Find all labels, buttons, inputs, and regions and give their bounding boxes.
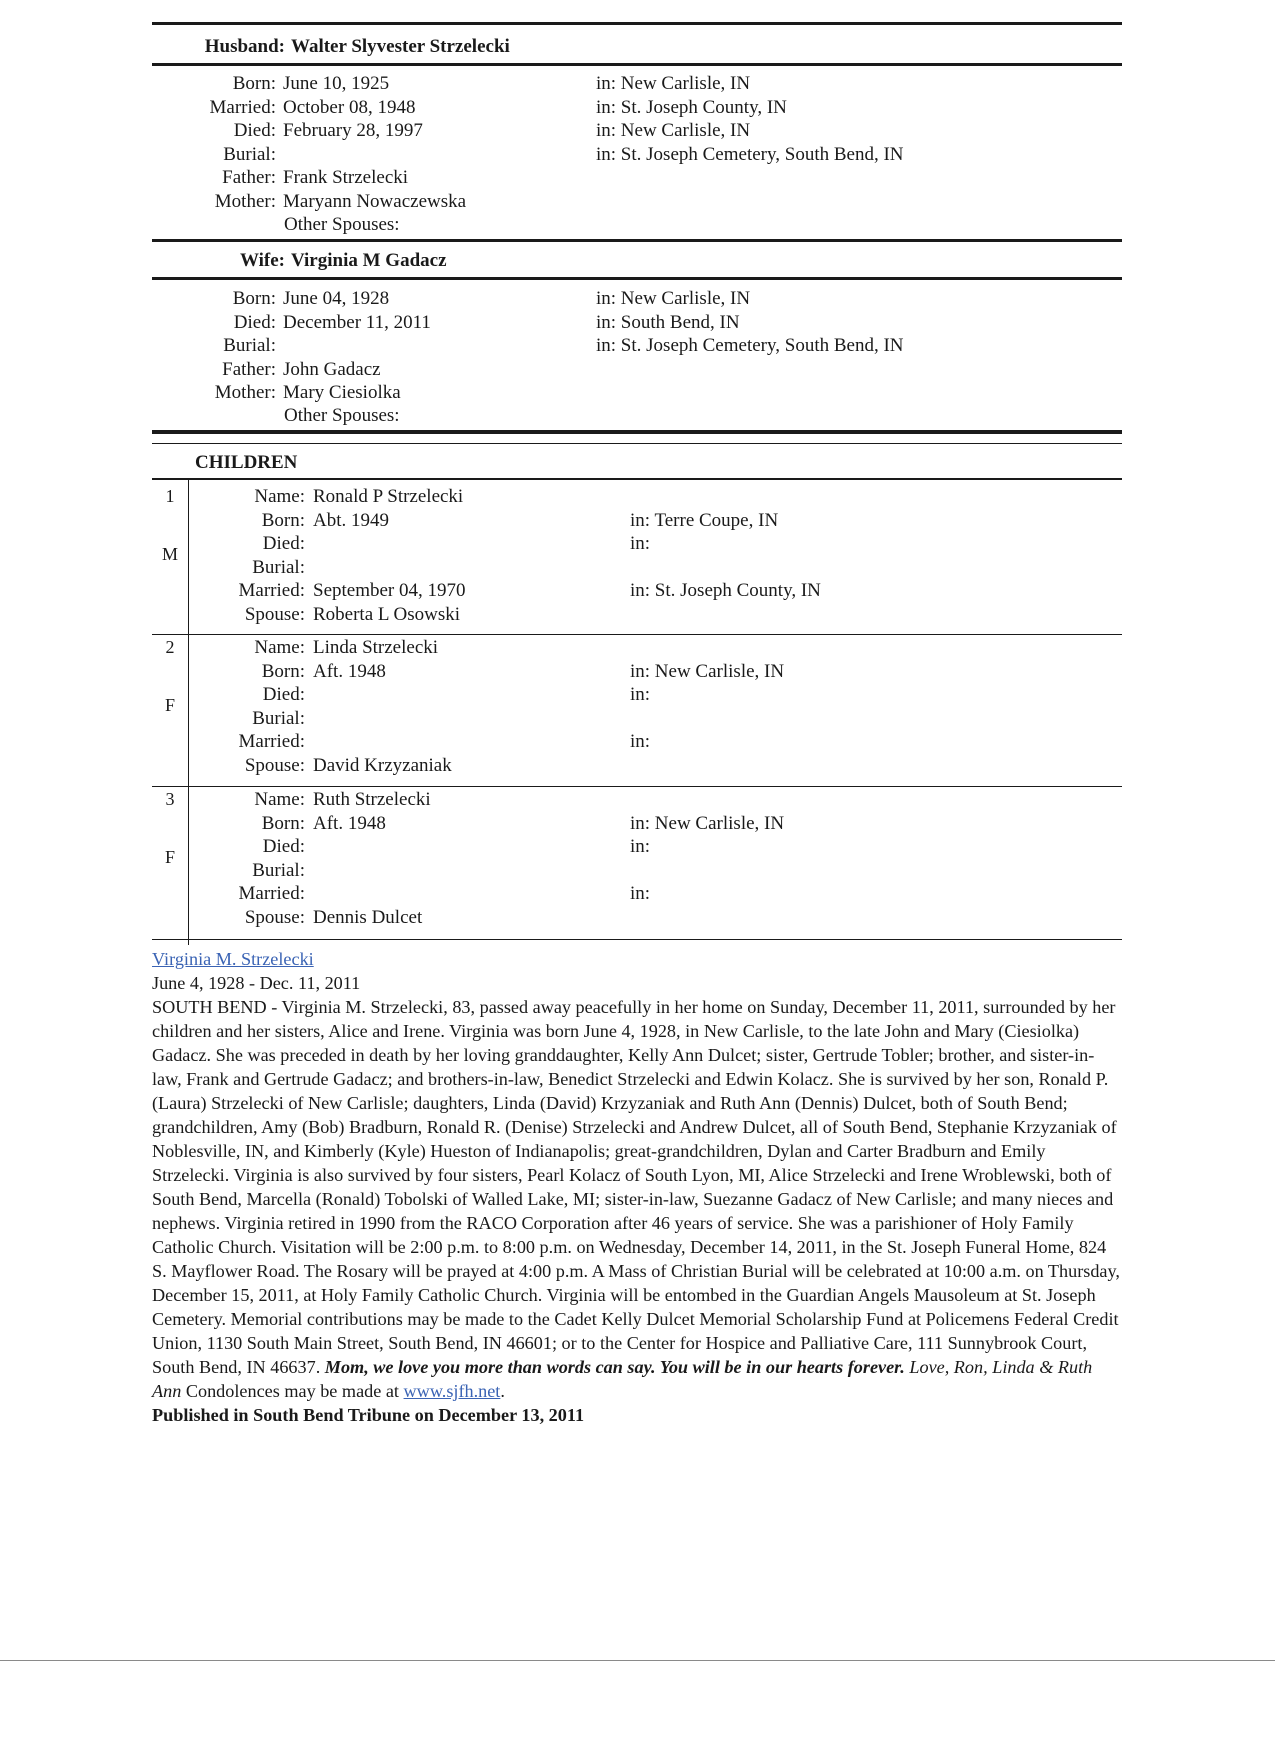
child-field-label: Died:: [262, 684, 305, 705]
husband-field-label: Born:: [232, 73, 276, 94]
husband-field-value: February 28, 1997: [283, 120, 423, 141]
child-row: [0, 683, 1275, 706]
husband-field-value: June 10, 1925: [283, 73, 390, 94]
child-row: [0, 556, 1275, 579]
child-row: [0, 754, 1275, 777]
child-field-value: September 04, 1970: [313, 580, 466, 601]
child-row: [0, 882, 1275, 905]
child-field-place: in:: [630, 684, 651, 705]
husband-row: [0, 190, 1275, 213]
husband-field-value: Frank Strzelecki: [283, 167, 409, 188]
child-field-value: Aft. 1948: [313, 660, 386, 682]
husband-other-spouses: [0, 213, 1275, 236]
husband-field-label: Burial:: [223, 143, 276, 165]
wife-other-spouses: [0, 404, 1275, 427]
condolences-text: Condolences may be made at: [185, 1381, 399, 1401]
child-field-place: in:: [630, 883, 651, 904]
child-field-label: Burial:: [252, 859, 305, 881]
wife-field-label: Burial:: [223, 335, 276, 356]
obituary-body: SOUTH BEND - Virginia M. Strzelecki, 83, passed away peacefully in her home on Sunday, December 11, 2011, surrounded by her children and her sisters, Alice and Irene. Virginia was born June 4, 1928, in New Carlisle, to the late John and Mary (Ciesiolka) Gadacz. She was preceded in death by her loving granddaughter, Kelly Ann Dulcet; sister, Gertrude Tobler; brother, and sister-in-law, Frank and Gertrude Gadacz; and brothers-in-law, Benedict Strzelecki and Edwin Kolacz. She is survived by her son, Ronald P. (Laura) Strzelecki of New Carlisle; daughters, Linda (David) Krzyzaniak and Ruth Ann (Dennis) Dulcet, both of South Bend; grandchildren, Amy (Bob) Bradburn, Ronald R. (Denise) Strzelecki and Andrew Dulcet, all of South Bend, Stephanie Krzyzaniak of Noblesville, IN, and Kimberly (Kyle) Hueston of Indianapolis; great-grandchildren, Dylan and Carter Bradburn and Emily Strzelecki. Virginia is also survived by four sisters, Pearl Kolacz of South Lyon, MI, Alice Strzelecki and Irene Wroblewski, both of South Bend, Marcella (Ronald) Tobolski of Walled Lake, MI; sister-in-law, Suezanne Gadacz of New Carlisle; and many nieces and nephews. Virginia retired in 1990 from the RACO Corporation after 46 years of service. She was a parishioner of Holy Family Catholic Church. Visitation will be 2:00 p.m. to 8:00 p.m. on Wednesday, December 14, 2011, in the St. Joseph Funeral Home, 824 S. Mayflower Road. The Rosary will be prayed at 4:00 p.m. A Mass of Christian Burial will be celebrated at 10:00 a.m. on Thursday, December 15, 2011, at Holy Family Catholic Church. Virginia will be entombed in the Guardian Angels Mausoleum at St. Joseph Cemetery. Memorial contributions may be made to the Cadet Kelly Dulcet Memorial Scholarship Fund at Policemens Federal Credit Union, 1130 South Main Street, South Bend, IN 46601; or to the Center for Hospice and Palliative Care, 111 Sunnybrook Court, South Bend, IN 46637.: [152, 997, 1120, 1377]
child-field-label: Name:: [254, 486, 305, 507]
wife-field-label: Father:: [222, 358, 276, 380]
child-field-label: Died:: [262, 836, 305, 857]
wife-field-place: in: South Bend, IN: [596, 311, 740, 333]
child-field-label: Burial:: [252, 707, 305, 729]
child-row: [0, 906, 1275, 929]
child-field-label: Born:: [261, 812, 305, 834]
child-separator-rule: [152, 939, 1122, 940]
wife-label: Wife:: [239, 250, 285, 271]
child-field-place: in: New Carlisle, IN: [630, 660, 785, 682]
wife-field-label: Mother:: [214, 382, 276, 403]
wife-rule: [152, 277, 1122, 280]
obituary-dates: June 4, 1928 - Dec. 11, 2011: [152, 973, 361, 993]
child-field-label: Married:: [238, 580, 305, 601]
husband-row: [0, 166, 1275, 189]
child-separator-rule: [152, 634, 1122, 635]
wife-name: Virginia M Gadacz: [291, 250, 447, 271]
wife-field-label: Born:: [232, 288, 276, 309]
published-line: Published in South Bend Tribune on December 13, 2011: [152, 1405, 585, 1425]
child-field-value: Aft. 1948: [313, 812, 386, 834]
husband-field-place: in: New Carlisle, IN: [596, 73, 751, 94]
child-sex: F: [164, 695, 175, 715]
child-row: [0, 660, 1275, 683]
child-row: [0, 509, 1275, 532]
child-field-place: in:: [630, 731, 651, 752]
child-field-label: Spouse:: [244, 754, 305, 776]
husband-row: [0, 119, 1275, 142]
wife-row: [0, 334, 1275, 357]
wife-other-spouses-label: Other Spouses:: [284, 405, 400, 426]
husband-row: [0, 72, 1275, 95]
husband-row: [0, 143, 1275, 166]
husband-field-value: October 08, 1948: [283, 96, 416, 118]
condolences-link[interactable]: www.sjfh.net: [403, 1381, 501, 1401]
child-field-value: Roberta L Osowski: [313, 603, 461, 625]
wife-field-label: Died:: [233, 311, 276, 333]
child-field-place: in: New Carlisle, IN: [630, 812, 785, 834]
child-field-place: in: St. Joseph County, IN: [630, 580, 821, 601]
child-row: [0, 730, 1275, 753]
child-field-label: Died:: [262, 533, 305, 554]
wife-top-rule: [152, 239, 1122, 242]
child-field-place: in: Terre Coupe, IN: [630, 509, 779, 531]
child-field-label: Married:: [238, 731, 305, 752]
wife-header: [155, 250, 447, 272]
wife-field-value: December 11, 2011: [283, 311, 431, 333]
child-sex: M: [161, 544, 178, 564]
wife-field-value: Mary Ciesiolka: [283, 382, 401, 403]
child-field-label: Spouse:: [244, 603, 305, 625]
husband-field-place: in: New Carlisle, IN: [596, 120, 751, 141]
wife-field-place: in: New Carlisle, IN: [596, 288, 751, 309]
child-field-value: Linda Strzelecki: [313, 637, 439, 658]
wife-row: [0, 311, 1275, 334]
child-number: 1: [165, 486, 175, 506]
husband-name: Walter Slyvester Strzelecki: [291, 36, 510, 57]
husband-field-place: in: St. Joseph Cemetery, South Bend, IN: [596, 143, 904, 165]
child-field-place: in:: [630, 533, 651, 554]
husband-row: [0, 96, 1275, 119]
obituary-title-link[interactable]: Virginia M. Strzelecki: [152, 949, 314, 969]
children-heading-rule: [152, 478, 1122, 480]
condolences-end: .: [500, 1381, 505, 1401]
child-field-label: Born:: [261, 660, 305, 682]
child-field-label: Name:: [254, 789, 305, 810]
husband-field-label: Married:: [209, 96, 276, 118]
child-field-value: Ruth Strzelecki: [313, 789, 431, 810]
husband-field-label: Died:: [233, 120, 276, 141]
obituary-signature: Love, Ron, Linda & Ruth Ann: [152, 1357, 1093, 1401]
child-field-label: Spouse:: [244, 906, 305, 928]
child-row: [0, 532, 1275, 555]
child-field-value: David Krzyzaniak: [313, 754, 452, 776]
child-field-label: Name:: [254, 637, 305, 658]
children-top-rule: [152, 430, 1122, 434]
child-row: [0, 859, 1275, 882]
children-heading: CHILDREN: [195, 452, 298, 473]
obituary-body-paragraph: [152, 995, 1122, 1403]
child-field-value: Ronald P Strzelecki: [313, 486, 464, 507]
wife-row: [0, 287, 1275, 310]
child-number: 2: [165, 637, 175, 657]
child-row: [0, 603, 1275, 626]
wife-row: [0, 358, 1275, 381]
child-number: 3: [165, 789, 175, 809]
wife-row: [0, 381, 1275, 404]
child-row: [0, 636, 1275, 659]
child-row: [0, 812, 1275, 835]
child-row: [0, 835, 1275, 858]
child-separator-rule: [152, 786, 1122, 787]
child-sex: F: [164, 847, 175, 867]
children-top-rule-2: [152, 443, 1122, 444]
child-field-place: in:: [630, 836, 651, 857]
husband-rule: [152, 63, 1122, 66]
wife-field-place: in: St. Joseph Cemetery, South Bend, IN: [596, 335, 904, 356]
husband-other-spouses-label: Other Spouses:: [284, 214, 400, 235]
top-rule: [152, 22, 1122, 25]
husband-field-place: in: St. Joseph County, IN: [596, 96, 787, 118]
husband-label: Husband:: [204, 36, 285, 57]
husband-header: [155, 36, 510, 58]
child-field-value: Abt. 1949: [313, 509, 389, 531]
husband-field-label: Father:: [222, 167, 276, 188]
child-field-label: Born:: [261, 509, 305, 531]
wife-field-value: John Gadacz: [283, 358, 381, 380]
wife-field-value: June 04, 1928: [283, 288, 390, 309]
child-field-label: Burial:: [252, 556, 305, 578]
obituary: [152, 947, 1122, 1427]
child-row: [0, 485, 1275, 508]
child-row: [0, 707, 1275, 730]
scan-edge-line: [0, 1660, 1275, 1661]
husband-field-value: Maryann Nowaczewska: [283, 190, 467, 212]
child-field-value: Dennis Dulcet: [313, 906, 423, 928]
husband-field-label: Mother:: [214, 190, 276, 212]
obituary-closing-message: Mom, we love you more than words can say. You will be in our hearts forever.: [324, 1357, 905, 1377]
child-field-label: Married:: [238, 883, 305, 904]
child-row: [0, 579, 1275, 602]
child-row: [0, 788, 1275, 811]
